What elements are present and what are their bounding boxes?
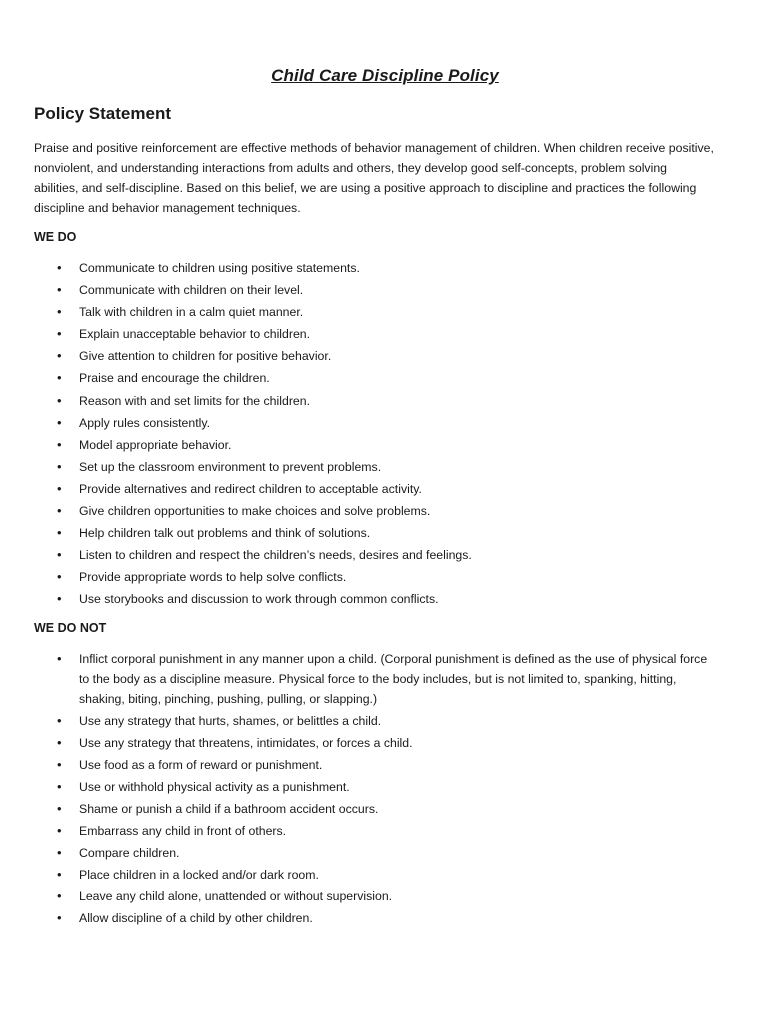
bullet-icon: • — [57, 304, 62, 320]
bullet-icon: • — [57, 910, 62, 926]
we-do-item-text: Help children talk out problems and think of solutions. — [79, 526, 371, 541]
we-do-not-item-text: Compare children. — [79, 845, 180, 860]
we-do-not-heading: WE DO NOT — [34, 621, 107, 636]
bullet-icon: • — [57, 436, 62, 452]
we-do-not-item-text: Allow discipline of a child by other children. — [79, 911, 313, 926]
bullet-icon: • — [57, 260, 62, 275]
we-do-list-item — [34, 346, 719, 366]
we-do-list-item — [34, 391, 719, 411]
we-do-list-item — [34, 413, 719, 433]
we-do-list-item — [34, 280, 719, 300]
we-do-not-item-text: Shame or punish a child if a bathroom accident occurs. — [79, 801, 379, 816]
bullet-icon: • — [57, 713, 62, 729]
we-do-item-text: Give children opportunities to make choices and solve problems. — [79, 504, 431, 519]
we-do-item-text: Set up the classroom environment to prevent problems. — [79, 459, 382, 474]
bullet-icon: • — [57, 525, 62, 541]
we-do-not-list — [34, 649, 710, 928]
we-do-item-text: Listen to children and respect the children’s needs, desires and feelings. — [79, 548, 472, 563]
bullet-icon: • — [57, 370, 62, 386]
we-do-item-text: Use storybooks and discussion to work through common conflicts. — [79, 592, 439, 607]
we-do-item-text: Talk with children in a calm quiet manner. — [79, 305, 304, 320]
bullet-icon: • — [57, 866, 62, 882]
we-do-not-item-text: Use or withhold physical activity as a punishment. — [79, 779, 350, 794]
bullet-icon: • — [57, 458, 62, 474]
we-do-item-text: Provide alternatives and redirect children to acceptable activity. — [79, 481, 422, 496]
bullet-icon: • — [57, 414, 62, 430]
we-do-not-list-item — [34, 799, 719, 819]
we-do-not-list-item — [34, 711, 719, 731]
bullet-icon: • — [57, 800, 62, 816]
we-do-list-item — [34, 258, 719, 278]
we-do-not-list-item — [34, 843, 719, 863]
we-do-item-text: Apply rules consistently. — [79, 415, 210, 430]
we-do-item-text: Explain unacceptable behavior to children. — [79, 327, 311, 342]
bullet-icon: • — [57, 844, 62, 860]
we-do-not-list-item — [34, 733, 719, 753]
we-do-not-item-text: Place children in a locked and/or dark room. — [79, 867, 319, 882]
we-do-list-item — [34, 457, 719, 477]
we-do-item-text: Communicate with children on their level. — [79, 283, 304, 298]
bullet-icon: • — [57, 326, 62, 342]
we-do-list-item — [34, 368, 719, 388]
we-do-item-text: Reason with and set limits for the children. — [79, 393, 311, 408]
we-do-list-item — [34, 567, 719, 587]
we-do-not-list-item — [34, 777, 719, 797]
we-do-not-list-item — [34, 755, 719, 775]
we-do-list-item — [34, 479, 719, 499]
we-do-list — [34, 258, 710, 609]
we-do-not-list-item — [34, 886, 719, 906]
we-do-not-item-text: Use any strategy that hurts, shames, or belittles a child. — [79, 714, 382, 729]
we-do-list-item — [34, 324, 719, 344]
we-do-heading: WE DO — [34, 230, 77, 244]
document-title: Child Care Discipline Policy — [271, 66, 499, 85]
policy-intro-paragraph: Praise and positive reinforcement are effective methods of behavior management of children. When children receive positive, nonviolent, and understanding interactions from adults and others, they develop good self-concepts, problem solving abilities, and self-discipline. Based on this belief, we are using a positive approach to discipline and practices the following discipline and behavior management techniques. — [34, 141, 714, 215]
bullet-icon: • — [57, 888, 62, 904]
bullet-icon: • — [57, 735, 62, 751]
we-do-list-item — [34, 545, 719, 565]
we-do-list-item — [34, 435, 719, 455]
section-heading-policy-statement: Policy Statement — [34, 104, 171, 123]
bullet-icon: • — [57, 778, 62, 794]
we-do-item-text: Communicate to children using positive statements. — [79, 261, 360, 275]
we-do-not-list-item — [34, 821, 719, 841]
we-do-list-item — [34, 589, 719, 609]
we-do-not-item-text: Inflict corporal punishment in any manner upon a child. (Corporal punishment is defined as the use of physical force to the body as a discipline measure. Physical force to the body includes, but is not limited to, spanking, hitting, shaking, biting, pinching, pushing, pulling, or slapping.) — [79, 652, 708, 707]
we-do-not-list-item — [34, 865, 719, 885]
we-do-not-list-item — [34, 649, 719, 709]
we-do-item-text: Give attention to children for positive behavior. — [79, 349, 332, 364]
we-do-list-item — [34, 501, 719, 521]
we-do-not-item-text: Use food as a form of reward or punishment. — [79, 758, 323, 773]
bullet-icon: • — [57, 591, 62, 607]
we-do-not-item-text: Leave any child alone, unattended or without supervision. — [79, 889, 393, 904]
we-do-item-text: Provide appropriate words to help solve conflicts. — [79, 570, 347, 585]
we-do-not-list-item — [34, 908, 719, 928]
bullet-icon: • — [57, 503, 62, 519]
we-do-not-item-text: Use any strategy that threatens, intimidates, or forces a child. — [79, 736, 413, 751]
bullet-icon: • — [57, 651, 62, 667]
bullet-icon: • — [57, 547, 62, 563]
bullet-icon: • — [57, 480, 62, 496]
bullet-icon: • — [57, 569, 62, 585]
we-do-not-item-text: Embarrass any child in front of others. — [79, 823, 287, 838]
we-do-item-text: Praise and encourage the children. — [79, 371, 270, 386]
bullet-icon: • — [57, 822, 62, 838]
bullet-icon: • — [57, 757, 62, 773]
bullet-icon: • — [57, 392, 62, 408]
bullet-icon: • — [57, 348, 62, 364]
we-do-list-item — [34, 523, 719, 543]
bullet-icon: • — [57, 282, 62, 298]
we-do-list-item — [34, 302, 719, 322]
we-do-item-text: Model appropriate behavior. — [79, 437, 232, 452]
